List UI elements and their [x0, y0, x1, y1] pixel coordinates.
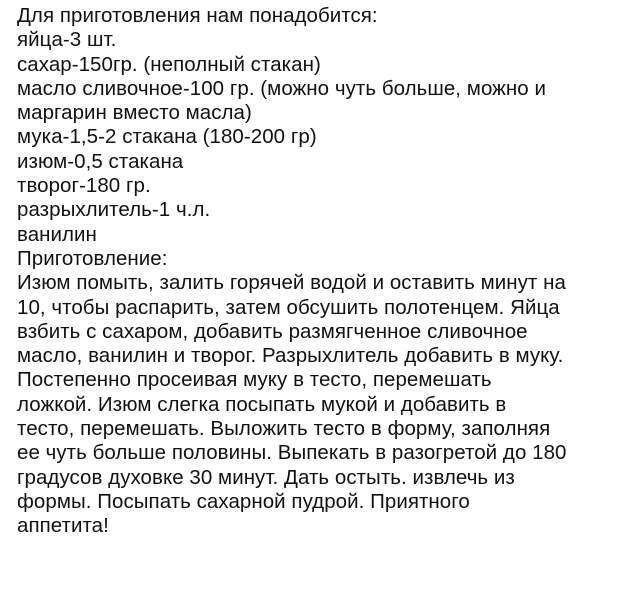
method-line: аппетита! — [17, 514, 109, 538]
method-line: Постепенно просеивая муку в тесто, перемешать — [17, 368, 492, 392]
ingredient-line: масло сливочное-100 гр. (можно чуть больше, можно и — [17, 76, 546, 100]
method-line: тесто, перемешать. Выложить тесто в форму, заполняя — [17, 417, 551, 441]
method-line: формы. Посыпать сахарной пудрой. Приятного — [17, 489, 470, 513]
ingredient-line: сахар-150гр. (неполный стакан) — [17, 52, 321, 76]
ingredient-line: изюм-0,5 стакана — [17, 149, 184, 173]
method-line: масло, ванилин и творог. Разрыхлитель добавить в муку. — [17, 344, 564, 368]
method-line: взбить с сахаром, добавить размягченное сливочное — [17, 319, 528, 343]
ingredients-heading: Для приготовления нам понадобится: — [17, 4, 378, 27]
method-heading: Приготовление: — [17, 246, 168, 270]
ingredients-list — [17, 28, 614, 247]
method-line: градусов духовке 30 минут. Дать остыть. извлечь из — [17, 465, 515, 489]
ingredient-line: маргарин вместо масла) — [17, 101, 252, 125]
ingredient-line: ванилин — [17, 222, 97, 246]
method-line: ее чуть больше половины. Выпекать в разогретой до 180 — [17, 441, 567, 465]
ingredient-line: творог-180 гр. — [17, 174, 151, 198]
ingredient-line: яйца-3 шт. — [17, 28, 117, 52]
method-paragraph — [17, 271, 614, 538]
method-line: ложкой. Изюм слегка посыпать мукой и добавить в — [17, 392, 507, 416]
method-line: Изюм помыть, залить горячей водой и оставить минут на — [17, 271, 566, 295]
ingredient-line: мука-1,5-2 стакана (180-200 гр) — [17, 125, 317, 149]
ingredient-line: разрыхлитель-1 ч.л. — [17, 198, 211, 222]
method-line: 10, чтобы распарить, затем обсушить полотенцем. Яйца — [17, 295, 560, 319]
